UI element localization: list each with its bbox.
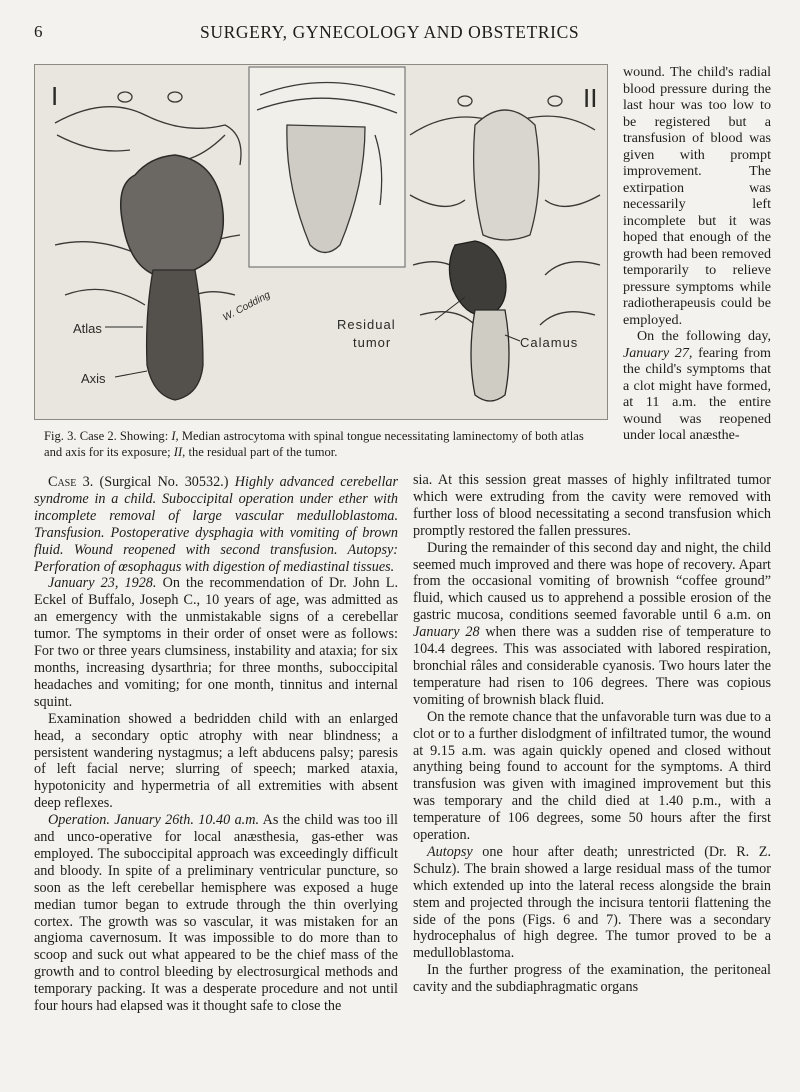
case-summary: Highly advanced cerebellar syndrome in a child. Suboccipital operation under ether with incomplete removal of large vascular medulloblastoma. Transfusion. Postoperative dysphagia with vomiting of brown fluid. Wound reopened with second transfusion. Autopsy: Perforation of œsophagus with digestion of mediastinal tissues. — [34, 474, 399, 575]
figure-caption — [44, 429, 604, 460]
text-run: one hour after death; unrestricted (Dr. R. Z. Schulz). The brain showed a large residual mass of the tumor which extended up into the lateral recess alongside the brain stem and projected through the incisura tentorii flattening the side of the pons (Figs. 6 and 7). There was a secondary hydrocephalus of high degree. The tumor proved to be a medulloblastoma. — [413, 843, 771, 962]
brain-stem-two — [471, 310, 509, 401]
text-run: when there was a sudden rise of temperature to 104.4 degrees. This was associated with labored respiration, bronchial râles and considerable cyanosis. Two hours later the temperature had risen to 106 degrees. There was copious vomiting of brownish black fluid. — [413, 624, 771, 708]
figure-illustration — [34, 64, 608, 420]
text-run: As the child was too ill and unco-operative for local anæsthesia, gas-ether was employed. The suboccipital approach was exceedingly difficult and bloody. In spite of a preliminary ventricular puncture, so soon as the left cerebellar hemisphere was exposed a huge median tumor began to extrude through the thin overlying cortex. The growth was so vascular, it was mistaken for an angioma cavernosum. It was impossible to do more than to scoop and suck out what appeared to be the chief mass of the growth and to control bleeding by electrosurgical methods and temporary packing. It was a desperate procedure and not until four hours had elapsed was it thought safe to close the — [34, 812, 398, 1015]
operation-heading: Operation. January 26th. 10.40 a.m. — [48, 812, 259, 829]
text-run: During the remainder of this second day and night, the child seemed much improved and there was hope of recovery. Apart from the occasional vomiting of brownish “coffee ground” fluid, which caused us to apprehend a possible erosion of the gastric mucosa, conditions seemed favorable until 6 a.m. on — [413, 539, 771, 624]
paragraph: On the remote chance that the unfavorable turn was due to a clot or to a further dislodgment of infiltrated tumor, the wound at 9.15 a.m. was again quickly opened and closed without anything being found to account for the symptoms. A third transfusion was given with imagined improvement but this was temporary and the child died at 1.40 p.m., with a temperature of 106 degrees, some 50 hours after the first operation. — [413, 708, 771, 844]
text-run: On the following day, — [637, 328, 771, 344]
panel-one-numeral: I — [51, 81, 59, 111]
paragraph: sia. At this session great masses of highly infiltrated tumor which were extruding from the cavity were removed with further loss of blood necessitating a second transfusion which promptly restored the fallen pressures. — [413, 472, 771, 539]
caption-numeral-two: II, — [173, 444, 186, 459]
paragraph — [413, 540, 771, 709]
caption-end: the residual part of the tumor. — [188, 444, 338, 459]
right-column — [413, 472, 771, 996]
caption-middle: Median astrocytoma with spinal tongue necessitating laminectomy of both atlas and axis for its exposure; — [44, 429, 584, 459]
atlas-label: Atlas — [73, 321, 102, 336]
anatomical-drawing — [35, 65, 607, 419]
residual-label: Residual — [337, 317, 396, 332]
running-title: SURGERY, GYNECOLOGY AND OBSTETRICS — [200, 22, 580, 42]
caption-prefix: Fig. 3. Case 2. Showing: — [44, 429, 169, 443]
brain-stem — [147, 270, 203, 400]
caption-numeral-one: I, — [171, 429, 179, 443]
paragraph — [413, 844, 771, 962]
case-reference: (Surgical No. 30532.) — [99, 474, 229, 490]
paragraph — [623, 328, 771, 444]
tumor-label: tumor — [353, 335, 392, 350]
axis-label: Axis — [81, 371, 106, 386]
residual-tumor-mass — [449, 241, 506, 316]
paragraph — [34, 812, 398, 1015]
page-number: 6 — [34, 22, 43, 41]
illustrator-signature: W. Codding — [221, 289, 273, 324]
paragraph: Examination showed a bedridden child with an enlarged head, a secondary optic atrophy with near blindness; a persistent wandering nystagmus; a left abducens palsy; paresis of left facial nerve; slurring of speech; marked ataxia, hypotonicity and hypermetria of all extremities with absent deep reflexes. — [34, 710, 398, 812]
left-column — [34, 474, 398, 1015]
case-label: Case 3. — [48, 474, 94, 490]
calamus-label: Calamus — [520, 335, 579, 350]
right-top-column — [623, 64, 771, 444]
paragraph — [34, 575, 398, 710]
paragraph: wound. The child's radial blood pressure during the last hour was too low to be registered but a transfusion of blood was given with prompt improvement. The extirpation was necessarily left incomplete but it was hoped that enough of the growth had been removed temporarily to relieve pressure symptoms while radiotherapeusis could be employed. — [623, 64, 771, 328]
date-run: January 23, 1928. — [48, 575, 157, 592]
autopsy-heading: Autopsy — [427, 843, 473, 860]
date-run: January 27, — [623, 344, 693, 361]
paragraph: In the further progress of the examination, the peritoneal cavity and the subdiaphragmatic organs — [413, 962, 771, 996]
text-run: fearing from the child's symptoms that a clot might have formed, at 11 a.m. the entire wound was reopened under local anæsthe- — [623, 344, 772, 443]
panel-two-numeral: II — [583, 83, 598, 113]
case-heading-paragraph — [34, 474, 398, 575]
tumor-mass — [121, 155, 224, 276]
date-run: January 28 — [413, 624, 480, 641]
text-run: On the recommendation of Dr. John L. Eckel of Buffalo, Joseph C., 10 years of age, was admitted as an emergency with the unmistakable signs of a cerebellar tumor. The symptoms in their order of onset were as follows: For two or three years clumsiness, instability and ataxia; for six months, increasing dysarthria; for three months, suboccipital headaches and vomiting; for one month, tinnitus and internal squint. — [34, 575, 398, 710]
